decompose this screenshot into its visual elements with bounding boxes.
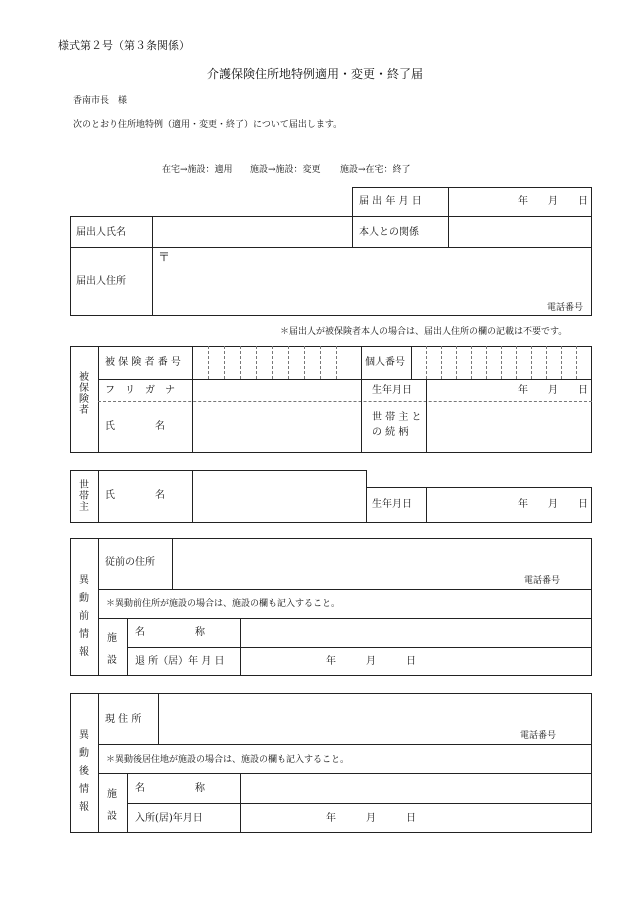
notifier-address-field[interactable] [153, 248, 591, 315]
before-leave-label: 退 所（居）年 月 日 [135, 656, 225, 667]
after-facility-label: 施設 [107, 789, 117, 822]
householder-birth-label: 生年月日 [372, 499, 412, 510]
householder-birth-value[interactable]: 年 月 日 [518, 499, 588, 510]
insured-name-field[interactable] [193, 402, 360, 452]
after-facility-name-field[interactable] [241, 774, 591, 802]
addressee: 香南市長 様 [73, 96, 128, 106]
personal-number-label: 個人番号 [365, 357, 405, 368]
householder-side-label: 世帯主 [79, 480, 89, 513]
relation-field[interactable] [449, 217, 591, 246]
insured-number-label: 被 保 険 者 番 号 [105, 357, 181, 368]
postal-mark: 〒 [158, 250, 171, 264]
furigana-field[interactable] [193, 380, 360, 400]
after-note: ＊異動後居住地が施設の場合は、施設の欄も記入すること。 [106, 755, 350, 765]
notify-date-label: 届 出 年 月 日 [359, 196, 422, 207]
notifier-note: ＊届出人が被保険者本人の場合は、届出人住所の欄の記載は不要です。 [280, 327, 568, 337]
intro-text: 次のとおり住所地特例（適用・変更・終了）について届出します。 [73, 120, 343, 130]
householder-relation-field[interactable] [427, 402, 591, 452]
before-facility-name-field[interactable] [241, 619, 591, 646]
insured-name-label: 氏 名 [105, 421, 165, 432]
kind-apply[interactable]: 在宅→施設：適用 [162, 165, 233, 175]
notify-date-value[interactable]: 年 月 日 [518, 196, 588, 207]
before-facility-name-label: 名 称 [135, 627, 205, 638]
insured-number-field[interactable] [193, 347, 360, 378]
householder-name-label: 氏 名 [105, 490, 165, 501]
before-side-label: 異動前情報 [79, 575, 89, 658]
kind-change[interactable]: 施設→施設：変更 [250, 165, 321, 175]
before-address-label: 従前の住所 [105, 557, 155, 568]
furigana-label: フ リ ガ ナ [105, 385, 175, 396]
householder-name-field[interactable] [193, 471, 365, 522]
after-phone-label: 電話番号 [520, 731, 557, 741]
form-title: 介護保険住所地特例適用・変更・終了届 [206, 67, 423, 81]
before-leave-value[interactable]: 年 月 日 [326, 656, 416, 667]
relation-label: 本人との関係 [359, 227, 419, 238]
after-enter-label: 入所(居)年月日 [135, 813, 203, 824]
after-enter-value[interactable]: 年 月 日 [326, 813, 416, 824]
before-note: ＊異動前住所が施設の場合は、施設の欄も記入すること。 [106, 599, 341, 609]
personal-number-field[interactable] [412, 347, 591, 378]
form-number: 様式第２号（第３条関係） [58, 39, 190, 52]
notifier-address-label: 届出人住所 [76, 276, 126, 287]
insured-side-label: 被保険者 [79, 372, 89, 416]
kind-end[interactable]: 施設→在宅：終了 [340, 165, 411, 175]
notifier-phone-label: 電話番号 [547, 303, 584, 313]
notifier-name-field[interactable] [153, 217, 351, 246]
insured-birth-label: 生年月日 [372, 385, 412, 396]
before-facility-label: 施設 [107, 633, 117, 666]
after-side-label: 異動後情報 [79, 730, 89, 813]
after-address-label: 現 住 所 [105, 714, 142, 725]
after-facility-name-label: 名 称 [135, 783, 205, 794]
householder-relation-label: 世 帯 主 と の 続 柄 [372, 412, 422, 438]
insured-birth-value[interactable]: 年 月 日 [518, 385, 588, 396]
notifier-name-label: 届出人氏名 [76, 227, 126, 238]
before-phone-label: 電話番号 [524, 576, 561, 586]
